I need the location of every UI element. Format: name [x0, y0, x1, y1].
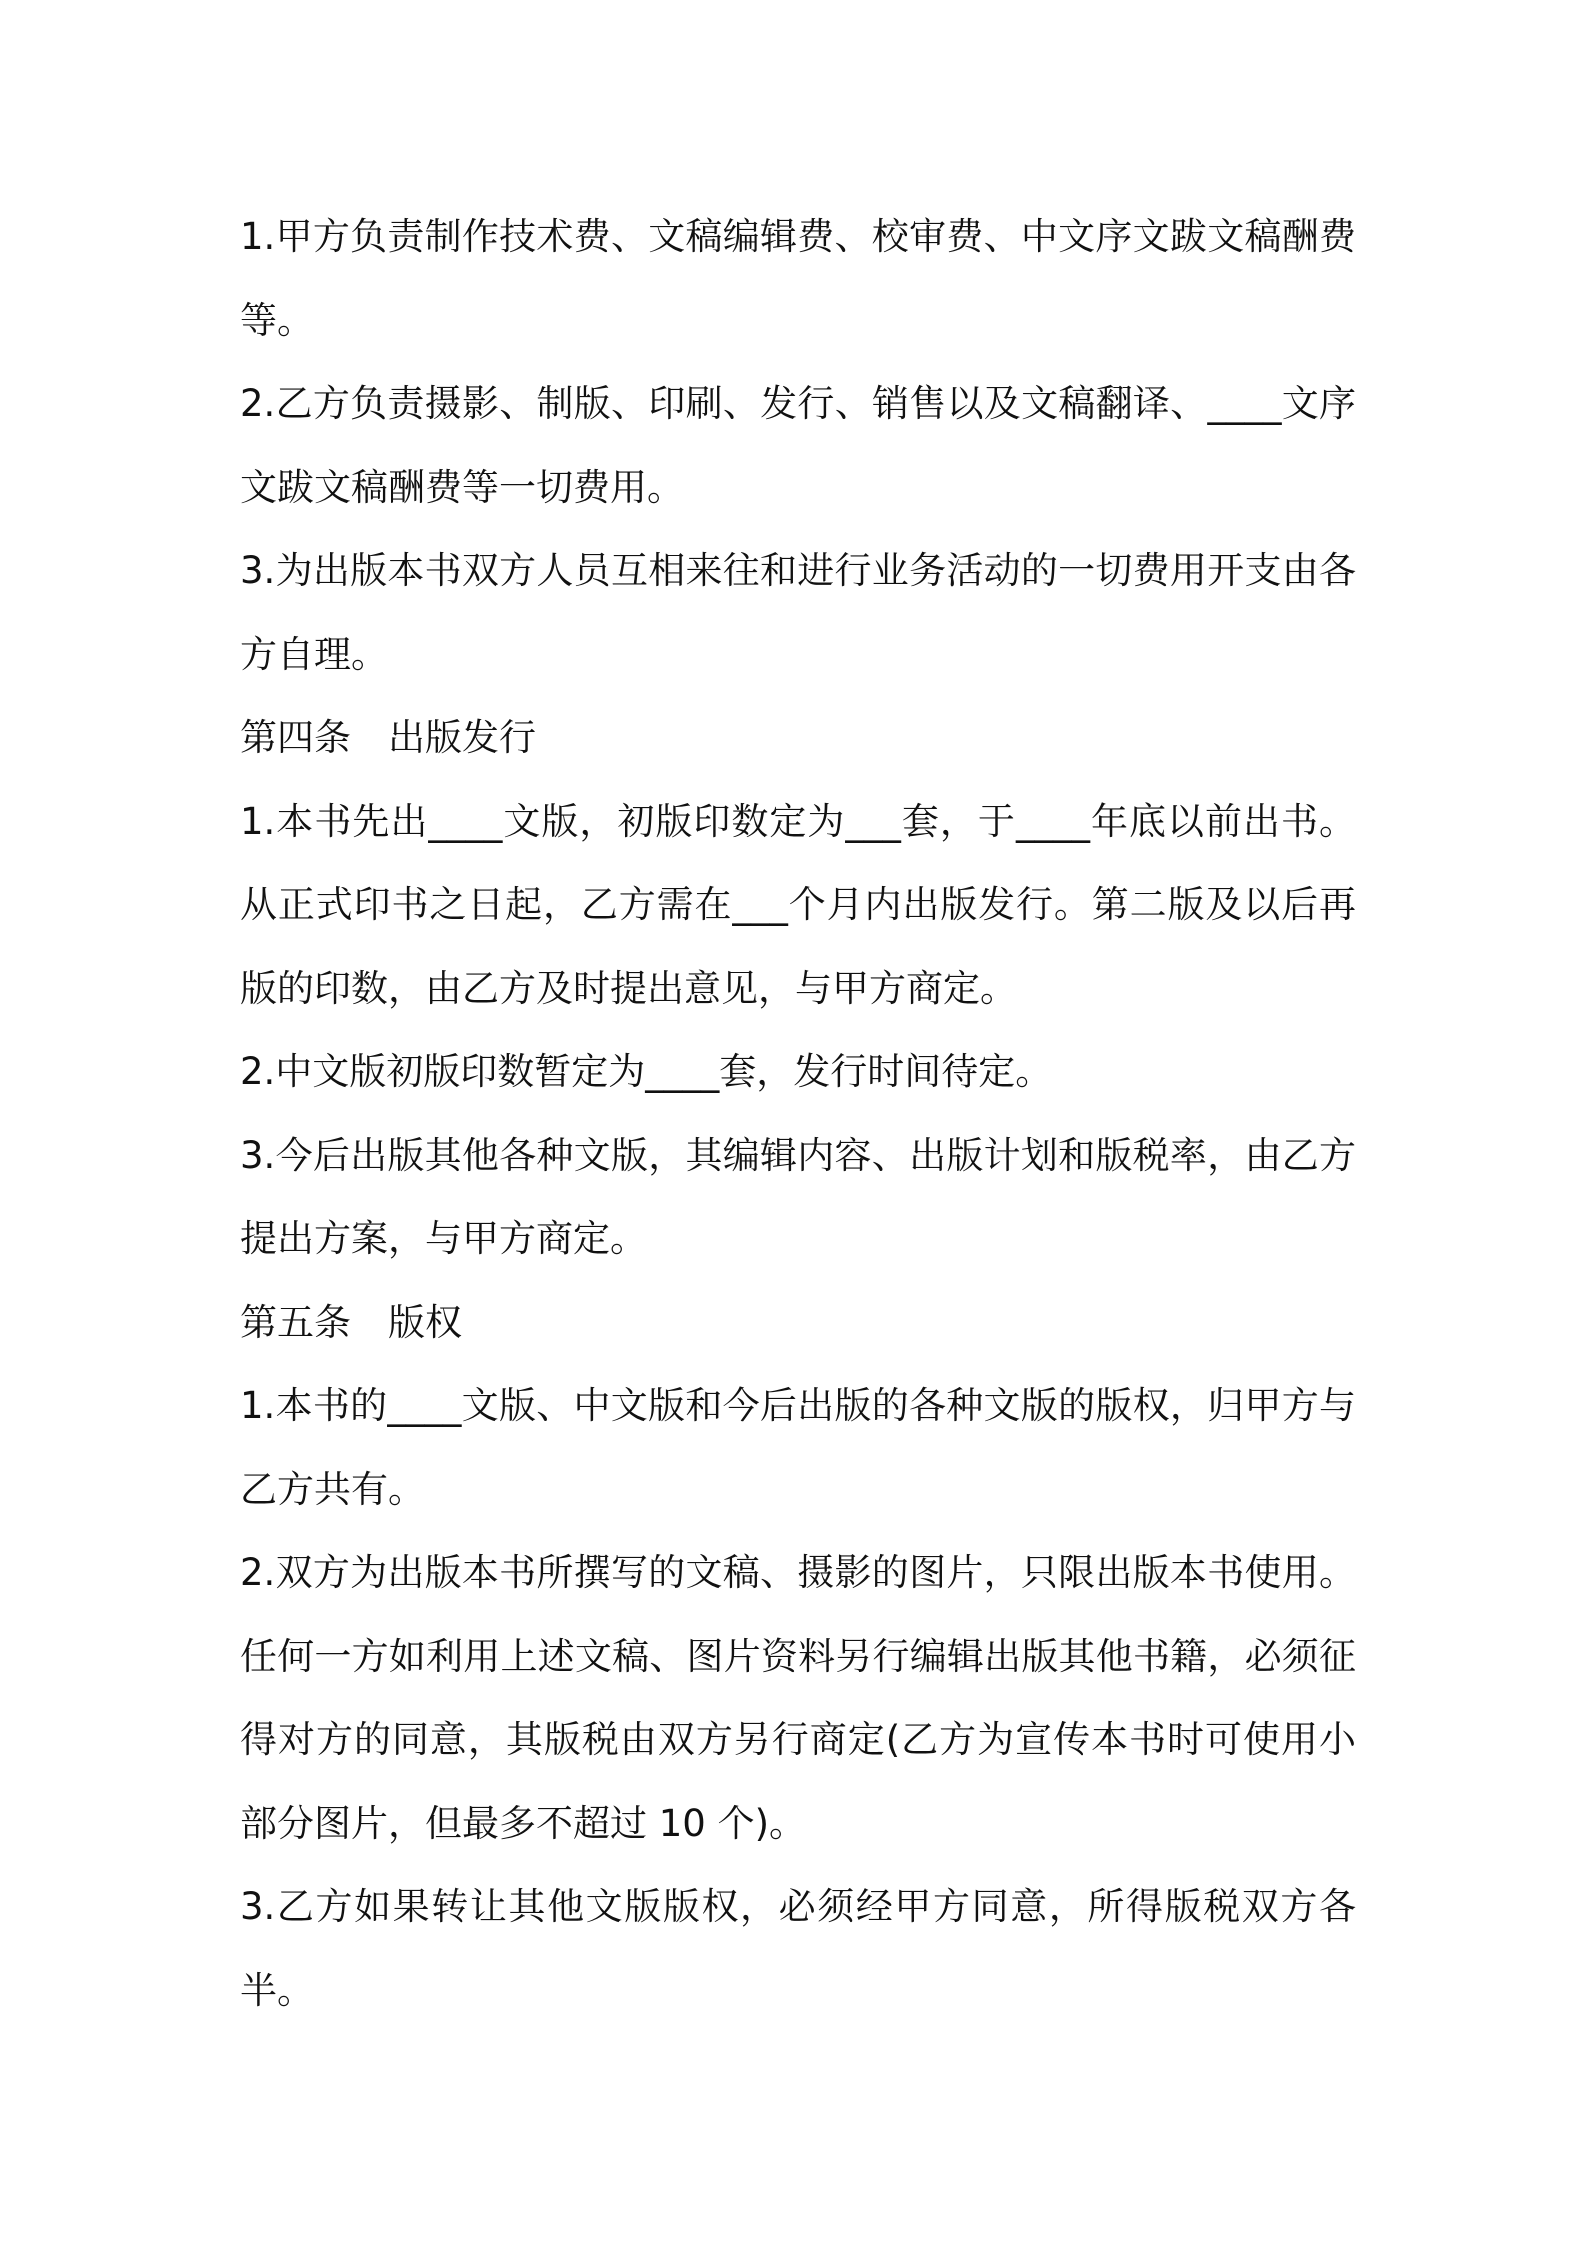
article-5-item-2: 2.双方为出版本书所撰写的文稿、摄影的图片，只限出版本书使用。任何一方如利用上述文稿、图片资料另行编辑出版其他书籍，必须征得对方的同意，其版税由双方另行商定(乙方为宣传本书时可使用小部分图片，但最多不超过 10 个)。 — [240, 1551, 1356, 1845]
article-5-item-3: 3.乙方如果转让其他文版版权，必须经甲方同意，所得版税双方各半。 — [240, 1885, 1356, 2012]
clause-item-1: 1.甲方负责制作技术费、文稿编辑费、校审费、中文序文跋文稿酬费等。 — [240, 215, 1356, 342]
article-4-item-3: 3.今后出版其他各种文版，其编辑内容、出版计划和版税率，由乙方提出方案，与甲方商定。 — [240, 1133, 1356, 1260]
article-5-heading: 第五条 版权 — [240, 1300, 462, 1344]
document-page — [240, 195, 1356, 2032]
article-4-item-1: 1.本书先出____文版，初版印数定为___套，于____年底以前出书。从正式印书之日起，乙方需在___个月内出版发行。第二版及以后再版的印数，由乙方及时提出意见，与甲方商定。 — [240, 799, 1356, 1010]
clause-item-3: 3.为出版本书双方人员互相来往和进行业务活动的一切费用开支由各方自理。 — [240, 549, 1356, 676]
article-4-heading: 第四条 出版发行 — [240, 716, 536, 759]
article-5-item-1: 1.本书的____文版、中文版和今后出版的各种文版的版权，归甲方与乙方共有。 — [240, 1384, 1356, 1511]
article-4-item-2: 2.中文版初版印数暂定为____套，发行时间待定。 — [240, 1050, 1053, 1093]
clause-item-2: 2.乙方负责摄影、制版、印刷、发行、销售以及文稿翻译、____文序文跋文稿酬费等一切费用。 — [240, 382, 1356, 509]
